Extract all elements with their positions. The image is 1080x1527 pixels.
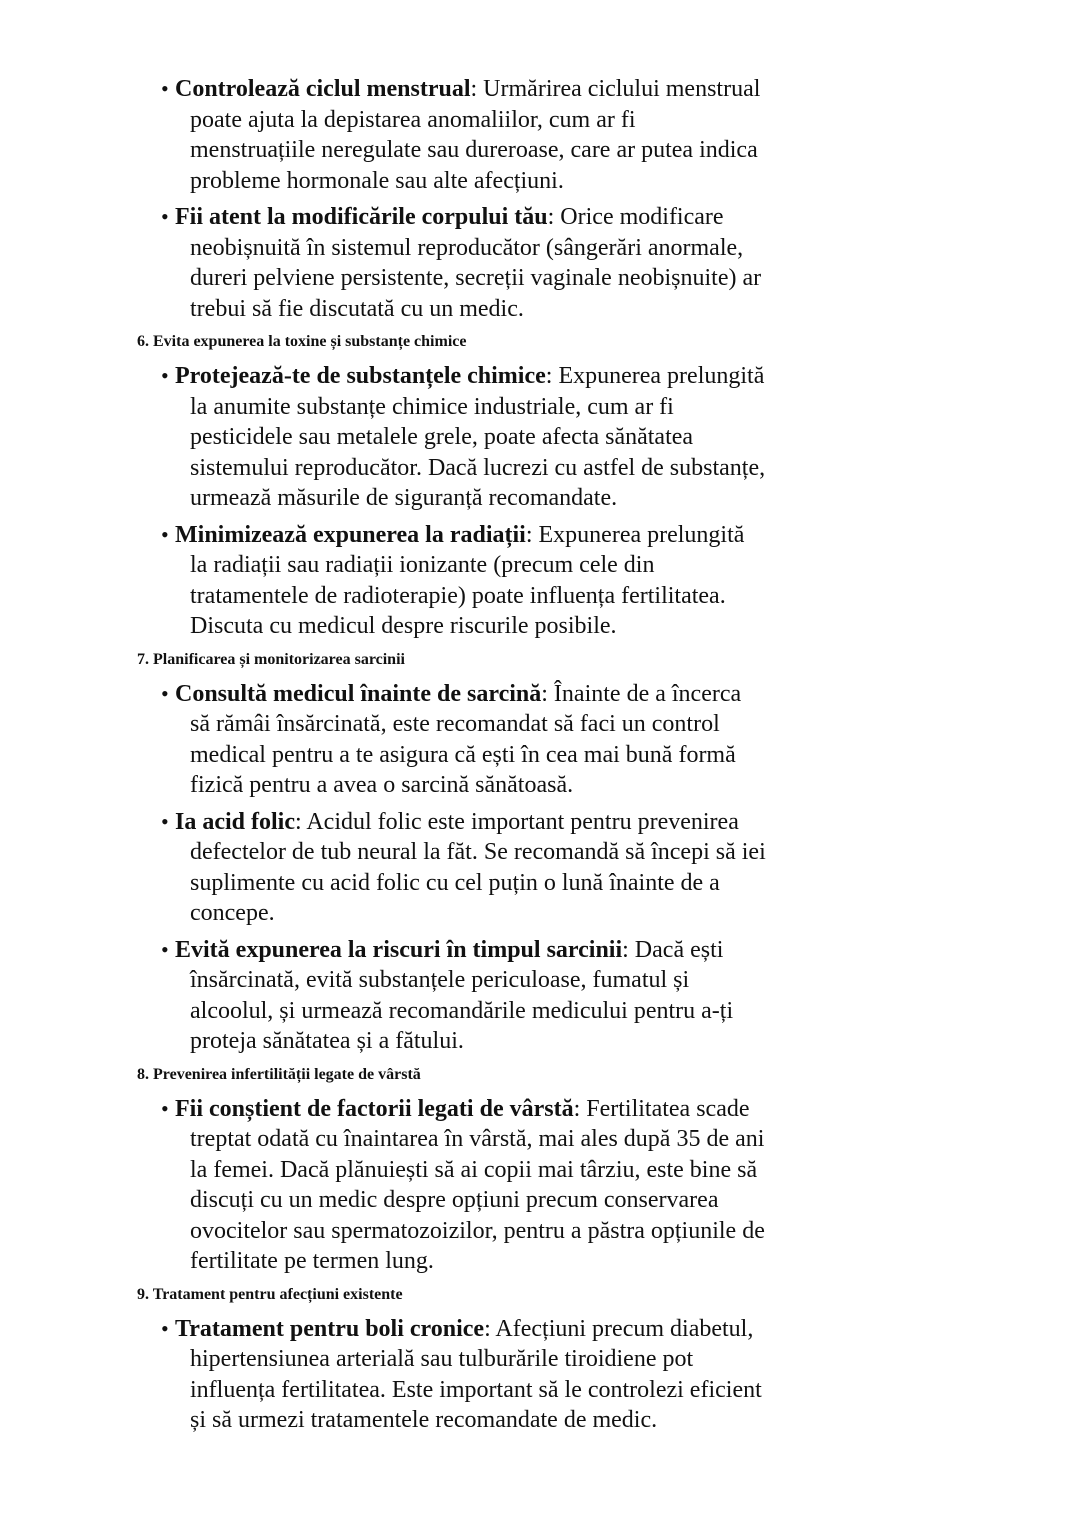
bullet-text-line: pesticidele sau metalele grele, poate afecta sănătatea bbox=[190, 424, 694, 450]
bullet-text-line: ovocitelor sau spermatozoizilor, pentru a păstra opțiunile de bbox=[190, 1217, 765, 1244]
bullet-text-line: treptat odată cu înaintarea în vârstă, mai ales după 35 de ani bbox=[190, 1126, 765, 1152]
bullet-text-line: probleme hormonale sau alte afecțiuni. bbox=[190, 167, 564, 194]
bullet-text: : Înainte de a încerca bbox=[541, 680, 742, 707]
bullet-text-line: discuți cu un medic despre opțiuni precum conservarea bbox=[190, 1187, 719, 1213]
bullet-text-line: însărcinată, evită substanțele periculoase, fumatul și bbox=[190, 967, 690, 993]
bullet-dot-icon: • bbox=[161, 1095, 169, 1121]
bullet-item bbox=[137, 935, 837, 1057]
bullet-item bbox=[137, 679, 837, 801]
bullet-first-line bbox=[175, 202, 837, 233]
bullet-dot-icon: • bbox=[161, 808, 169, 834]
bullet-dot-icon: • bbox=[161, 363, 169, 388]
bullet-item bbox=[137, 807, 837, 929]
bullet-text-line: concepe. bbox=[190, 900, 275, 926]
bullet-title: Controlează ciclul menstrual bbox=[175, 76, 471, 102]
bullet-text-line: fizică pentru a avea o sarcină sănătoasă. bbox=[190, 772, 574, 798]
bullet-item bbox=[137, 1094, 837, 1277]
bullet-text: : Acidul folic este important pentru prevenirea bbox=[295, 808, 739, 835]
document-body bbox=[137, 74, 837, 1436]
bullet-text: : Afecțiuni precum diabetul, bbox=[484, 1315, 754, 1342]
section-heading: 9. Tratament pentru afecțiuni existente bbox=[137, 1285, 403, 1303]
bullet-first-line bbox=[175, 1094, 837, 1125]
bullet-text-line: influența fertilitatea. Este important să le controlezi eficient bbox=[190, 1376, 762, 1403]
bullet-text-line: menstruațiile neregulate sau dureroase, care ar putea indica bbox=[190, 137, 758, 163]
bullet-title: Fii conștient de factorii legati de vârstă bbox=[175, 1095, 574, 1122]
bullet-text-line: urmează măsurile de siguranță recomandate. bbox=[190, 485, 618, 511]
bullet-dot-icon: • bbox=[161, 204, 169, 229]
bullet-text-line: tratamentele de radioterapie) poate influența fertilitatea. bbox=[190, 582, 726, 609]
bullet-text-line: hipertensiunea arterială sau tulburările tiroidiene pot bbox=[190, 1346, 694, 1372]
bullet-text-line: și să urmezi tratamentele recomandate de medic. bbox=[190, 1407, 658, 1433]
bullet-title: Evită expunerea la riscuri în timpul sarcinii bbox=[175, 936, 623, 963]
bullet-text-line: trebui să fie discutată cu un medic. bbox=[190, 295, 524, 322]
section-heading: 8. Prevenirea infertilității legate de vârstă bbox=[137, 1065, 421, 1083]
bullet-title: Protejează-te de substanțele chimice bbox=[175, 363, 546, 389]
bullet-dot-icon: • bbox=[161, 1315, 169, 1341]
document-section bbox=[137, 74, 837, 324]
bullet-title: Consultă medicul înainte de sarcină bbox=[175, 680, 542, 707]
bullet-text-line: să rămâi însărcinată, este recomandat să faci un control bbox=[190, 711, 720, 737]
bullet-first-line bbox=[175, 807, 837, 838]
bullet-text-line: la radiații sau radiații ionizante (precum cele din bbox=[190, 552, 655, 578]
bullet-item bbox=[137, 361, 837, 514]
bullet-text: : Orice modificare bbox=[547, 204, 724, 230]
bullet-text: : Expunerea prelungită bbox=[525, 521, 745, 548]
bullet-dot-icon: • bbox=[161, 76, 169, 101]
bullet-title: Tratament pentru boli cronice bbox=[175, 1315, 485, 1342]
document-section bbox=[137, 1064, 837, 1277]
document-section bbox=[137, 1284, 837, 1436]
bullet-first-line bbox=[175, 361, 837, 392]
bullet-text-line: la femei. Dacă plănuiești să ai copii mai târziu, este bine să bbox=[190, 1156, 758, 1183]
bullet-text-line: Discuta cu medicul despre riscurile posibile. bbox=[190, 613, 617, 639]
bullet-first-line bbox=[175, 520, 837, 551]
bullet-text-line: defectelor de tub neural la făt. Se recomandă să începi să iei bbox=[190, 839, 766, 865]
bullet-item bbox=[137, 520, 837, 642]
bullet-title: Ia acid folic bbox=[175, 808, 295, 835]
bullet-text: : Urmărirea ciclului menstrual bbox=[470, 76, 761, 102]
bullet-text-line: medical pentru a te asigura că ești în cea mai bună formă bbox=[190, 741, 736, 768]
bullet-dot-icon: • bbox=[161, 680, 169, 706]
bullet-item bbox=[137, 202, 837, 324]
bullet-text-line: sistemului reproducător. Dacă lucrezi cu astfel de substanțe, bbox=[190, 454, 766, 481]
bullet-first-line bbox=[175, 74, 837, 105]
section-heading: 7. Planificarea și monitorizarea sarcinii bbox=[137, 650, 405, 668]
bullet-text: : Expunerea prelungită bbox=[545, 363, 765, 389]
bullet-text-line: neobișnuită în sistemul reproducător (sângerări anormale, bbox=[190, 234, 744, 261]
bullet-first-line bbox=[175, 1314, 837, 1345]
document-section bbox=[137, 649, 837, 1057]
bullet-text-line: alcoolul, și urmează recomandările medicului pentru a-ți bbox=[190, 997, 734, 1024]
bullet-text-line: la anumite substanțe chimice industriale, cum ar fi bbox=[190, 393, 674, 420]
bullet-text-line: suplimente cu acid folic cu cel puțin o lună înainte de a bbox=[190, 869, 720, 896]
bullet-title: Fii atent la modificările corpului tău bbox=[175, 204, 548, 230]
document-section bbox=[137, 331, 837, 642]
bullet-dot-icon: • bbox=[161, 521, 169, 547]
bullet-first-line bbox=[175, 935, 837, 966]
bullet-item bbox=[137, 74, 837, 196]
bullet-title: Minimizează expunerea la radiații bbox=[175, 521, 526, 548]
bullet-text-line: proteja sănătatea și a fătului. bbox=[190, 1028, 464, 1054]
bullet-text: : Dacă ești bbox=[622, 936, 724, 963]
bullet-first-line bbox=[175, 679, 837, 710]
bullet-text-line: dureri pelviene persistente, secreții vaginale neobișnuite) ar bbox=[190, 265, 762, 291]
bullet-item bbox=[137, 1314, 837, 1436]
section-heading: 6. Evita expunerea la toxine și substanțe chimice bbox=[137, 333, 467, 350]
bullet-text: : Fertilitatea scade bbox=[573, 1095, 750, 1122]
bullet-text-line: poate ajuta la depistarea anomaliilor, cum ar fi bbox=[190, 106, 636, 133]
bullet-text-line: fertilitate pe termen lung. bbox=[190, 1248, 434, 1274]
bullet-dot-icon: • bbox=[161, 936, 169, 962]
